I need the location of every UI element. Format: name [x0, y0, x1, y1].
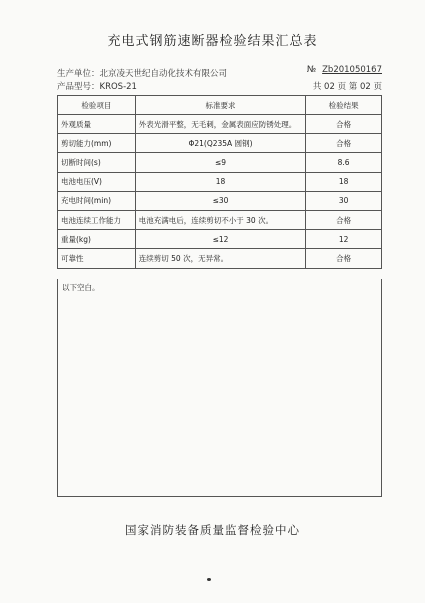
- row-item: 充电时间(min): [58, 191, 136, 210]
- header-item: 检验项目: [58, 96, 136, 115]
- table-row: [58, 115, 382, 134]
- model-value: KROS-21: [99, 82, 137, 92]
- row-item: 电池连续工作能力: [58, 210, 136, 229]
- blank-note: 以下空白。: [62, 283, 100, 292]
- row-result: 合格: [306, 249, 382, 268]
- table-header-row: [58, 96, 382, 115]
- row-item: 重量(kg): [58, 230, 136, 249]
- row-result: 12: [306, 230, 382, 249]
- row-requirement: ≤12: [135, 230, 305, 249]
- header-requirement: 标准要求: [135, 96, 305, 115]
- model-line: [57, 80, 137, 92]
- model-label: 产品型号：: [57, 82, 100, 92]
- row-item: 切断时间(s): [58, 153, 136, 172]
- table-row: [58, 191, 382, 210]
- table-row: [58, 134, 382, 153]
- page-count: 共 02 页 第 02 页: [312, 82, 382, 92]
- serial-line: [307, 65, 382, 75]
- row-item: 剪切能力(mm): [58, 134, 136, 153]
- row-requirement: Φ21(Q235A 圆钢): [135, 134, 305, 153]
- producer-line: [57, 67, 227, 79]
- blank-area: [57, 279, 382, 497]
- table-row: [58, 210, 382, 229]
- table-row: [58, 249, 382, 268]
- header-result: 检验结果: [306, 96, 382, 115]
- producer-value: 北京凌天世纪自动化技术有限公司: [99, 69, 228, 79]
- row-requirement: ≤9: [135, 153, 305, 172]
- results-table: [57, 95, 382, 269]
- table-row: [58, 230, 382, 249]
- row-item: 电池电压(V): [58, 172, 136, 191]
- producer-label: 生产单位：: [57, 69, 100, 79]
- row-requirement: 电池充满电后，连续剪切不小于 30 次。: [135, 210, 305, 229]
- serial-value: Zb201050167: [322, 65, 382, 75]
- serial-label: №: [306, 65, 317, 75]
- row-item: 外观质量: [58, 115, 136, 134]
- issuing-organization: 国家消防装备质量监督检验中心: [125, 523, 300, 537]
- row-result: 18: [306, 172, 382, 191]
- page-title: 充电式钢筋速断器检验结果汇总表: [107, 34, 318, 49]
- row-requirement: ≤30: [135, 191, 305, 210]
- table-row: [58, 172, 382, 191]
- scan-speck: [207, 578, 211, 581]
- row-requirement: 18: [135, 172, 305, 191]
- row-result: 合格: [306, 115, 382, 134]
- row-result: 合格: [306, 134, 382, 153]
- row-item: 可靠性: [58, 249, 136, 268]
- row-result: 合格: [306, 210, 382, 229]
- row-requirement: 外表光滑平整，无毛刺，金属表面应防锈处理。: [135, 115, 305, 134]
- row-result: 30: [306, 191, 382, 210]
- table-row: [58, 153, 382, 172]
- row-requirement: 连续剪切 50 次，无异常。: [135, 249, 305, 268]
- row-result: 8.6: [306, 153, 382, 172]
